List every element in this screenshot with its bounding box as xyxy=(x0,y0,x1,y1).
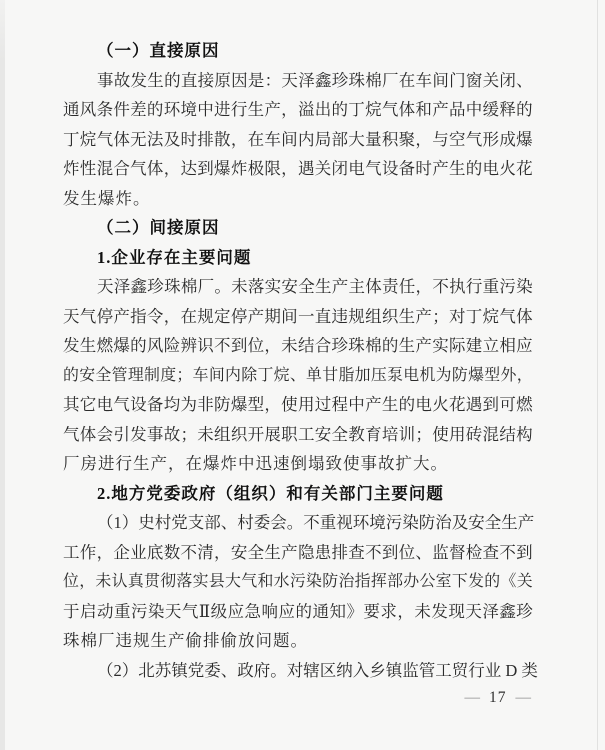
body-line: 天 泽 鑫 珍 珠 棉 厂 。 未 落 实 安 全 生 产 主 体 责 任 ， 不 执 行 重 污 染 xyxy=(97,277,533,296)
section-heading-gov-issues: 2.地方党委政府（组织）和有关部门主要问题 xyxy=(97,483,444,503)
body-line: 通 风 条 件 差 的 环 境 中 进 行 生 产 ， 溢 出 的 丁 烷 气 体 和 产 品 中 缓 释 的 xyxy=(63,100,533,119)
section-heading-direct-cause: （一）直接原因 xyxy=(97,41,220,60)
page-number-value: 17 xyxy=(489,689,507,706)
body-line: 炸 性 混 合 气 体 ， 达 到 爆 炸 极 限 ， 遇 关 闭 电 气 设 备 时 产 生 的 电 火 花 xyxy=(63,159,533,178)
document-body xyxy=(63,36,538,685)
body-line: （ 2 ） 北 苏 镇 党 委 、 政 府 。 对 辖 区 纳 入 乡 镇 监 管 工 贸 行 业 D 类 xyxy=(97,660,538,680)
page-number-dash-right: — xyxy=(515,689,531,706)
body-line: 工 作 ， 企 业 底 数 不 清 ， 安 全 生 产 隐 患 排 查 不 到 位 、 监 督 检 查 不 到 xyxy=(63,542,533,562)
page-number xyxy=(465,688,532,708)
body-line: 的 安 全 管 理 制 度 ； 车 间 内 除 丁 烷 、 单 甘 脂 加 压 泵 电 机 为 防 爆 型 外 ， xyxy=(63,366,533,384)
body-line: 事 故 发 生 的 直 接 原 因 是 ： 天 泽 鑫 珍 珠 棉 厂 在 车 间 门 窗 关 闭 、 xyxy=(97,70,533,90)
body-line: 丁 烷 气 体 无 法 及 时 排 散 ， 在 车 间 内 局 部 大 量 积 聚 ， 与 空 气 形 成 爆 xyxy=(63,129,533,149)
body-line: 发生爆炸。 xyxy=(63,188,151,208)
scan-edge-line-right xyxy=(597,0,598,750)
body-line: 位 ， 未 认 真 贯 彻 落 实 县 大 气 和 水 污 染 防 治 指 挥 部 办 公 室 下 发 的 《 关 xyxy=(63,573,533,590)
body-line: 珠棉厂违规生产偷排偷放问题。 xyxy=(63,631,308,650)
body-line: 发 生 燃 爆 的 风 险 辨 识 不 到 位 ， 未 结 合 珍 珠 棉 的 生 产 实 际 建 立 相 应 xyxy=(63,336,533,355)
body-line: 于 启 动 重 污 染 天 气 Ⅱ 级 应 急 响 应 的 通 知 》 要 求 ， 未 发 现 天 泽 鑫 珍 xyxy=(63,601,533,621)
body-line: （ 1 ） 史 村 党 支 部 、 村 委 会 。 不 重 视 环 境 污 染 防 治 及 安 全 生 产 xyxy=(97,513,535,532)
body-line: 气 体 会 引 发 事 故 ； 未 组 织 开 展 职 工 安 全 教 育 培 训 ； 使 用 砖 混 结 构 xyxy=(63,424,533,444)
body-line: 其 它 电 气 设 备 均 为 非 防 爆 型 ， 使 用 过 程 中 产 生 的 电 火 花 遇 到 可 燃 xyxy=(63,395,533,414)
scan-edge-shadow-left xyxy=(0,0,5,750)
section-heading-company-issues: 1.企业存在主要问题 xyxy=(97,247,252,267)
page-number-dash-left: — xyxy=(464,689,480,706)
section-heading-indirect-cause: （二）间接原因 xyxy=(97,218,220,237)
body-line: 厂房进行生产，在爆炸中迅速倒塌致使事故扩大。 xyxy=(63,454,448,473)
body-line: 天 气 停 产 指 令 ， 在 规 定 停 产 期 间 一 直 违 规 组 织 生 产 ； 对 丁 烷 气 体 xyxy=(63,306,533,326)
